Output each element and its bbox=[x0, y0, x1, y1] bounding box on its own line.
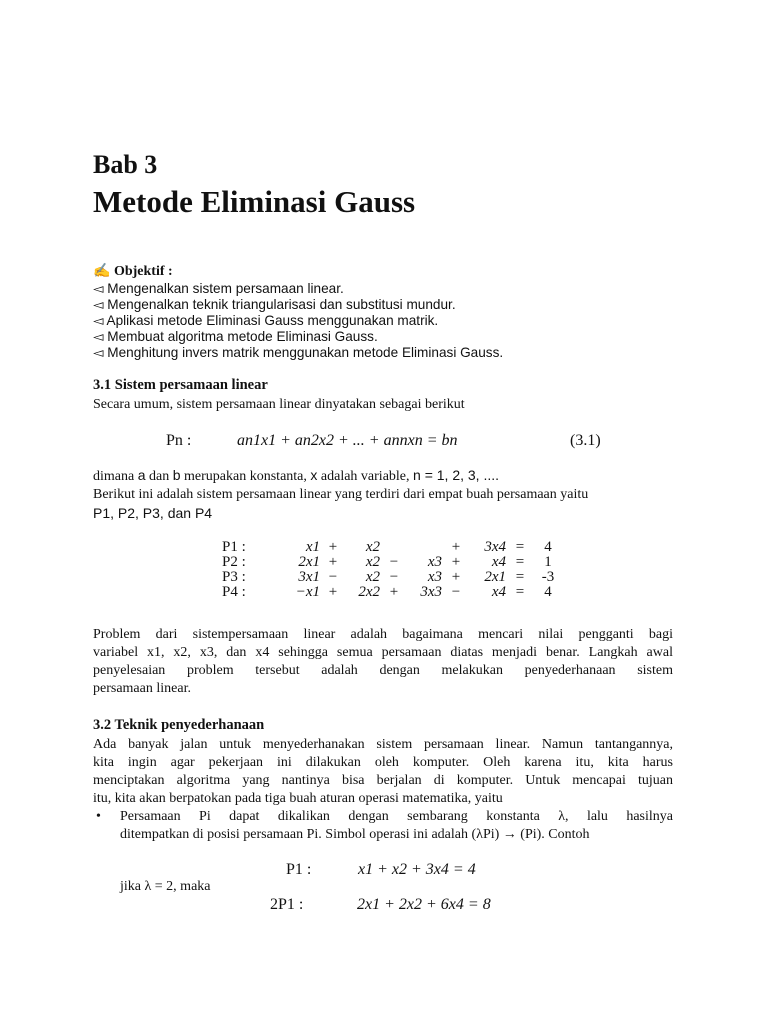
equation-term: 4 bbox=[544, 539, 552, 555]
example-condition: jika λ = 2, maka bbox=[120, 879, 211, 894]
equation-term bbox=[380, 540, 408, 555]
paragraph-line: penyelesaian problem tersebut adalah dengan melakukan penyederhanaan sistem bbox=[93, 663, 673, 678]
paragraph-line: Problem dari sistempersamaan linear adalah bagaimana mencari nilai pengganti bagi bbox=[93, 627, 673, 642]
equation-term bbox=[408, 540, 442, 555]
objectives-heading bbox=[93, 263, 173, 280]
triangle-bullet-icon: ◅ bbox=[93, 313, 104, 328]
equation-term: x2 bbox=[365, 569, 380, 585]
equation-label: P3 : bbox=[222, 569, 246, 585]
equation-label: P1 : bbox=[222, 539, 246, 555]
equation-row bbox=[222, 570, 562, 585]
equation-term: + bbox=[328, 539, 338, 555]
equation-term: x4 bbox=[491, 584, 506, 600]
equation-term: 2x1 bbox=[484, 569, 506, 585]
example-eq2-rhs: 2x1 + 2x2 + 6x4 = 8 bbox=[357, 896, 491, 913]
equation-term: + bbox=[451, 569, 461, 585]
objective-item: ◅ Aplikasi metode Eliminasi Gauss menggunakan matrik. bbox=[93, 313, 439, 328]
objective-item: ◅ Mengenalkan sistem persamaan linear. bbox=[93, 281, 344, 296]
objectives-heading-text: Objektif : bbox=[113, 264, 173, 279]
body-line: P1, P2, P3, dan P4 bbox=[93, 505, 213, 521]
equation-row bbox=[222, 540, 562, 555]
equation-term: + bbox=[328, 584, 338, 600]
paragraph-line: itu, kita akan berpatokan pada tiga buah aturan operasi matematika, yaitu bbox=[93, 791, 503, 806]
writing-hand-icon: ✍ bbox=[93, 264, 111, 279]
paragraph-line: Ada banyak jalan untuk menyederhanakan sistem persamaan linear. Namun tantangannya, bbox=[93, 737, 673, 752]
example-eq1-lhs: P1 : bbox=[286, 861, 312, 878]
equation-term: x3 bbox=[427, 569, 442, 585]
equation-term: = bbox=[515, 584, 525, 600]
equation-lhs: Pn : bbox=[166, 432, 192, 449]
equation-term: + bbox=[328, 554, 338, 570]
triangle-bullet-icon: ◅ bbox=[93, 281, 104, 296]
objective-item: ◅ Menghitung invers matrik menggunakan metode Eliminasi Gauss. bbox=[93, 345, 504, 360]
equation-term: + bbox=[451, 539, 461, 555]
paragraph-line: menciptakan algoritma yang nantinya bisa berjalan di komputer. Untuk mencapai tujuan bbox=[93, 773, 673, 788]
bullet-icon: • bbox=[96, 809, 101, 824]
equation-term: 2x1 bbox=[298, 554, 320, 570]
chapter-number: Bab 3 bbox=[93, 150, 158, 179]
section-intro: Secara umum, sistem persamaan linear dinyatakan sebagai berikut bbox=[93, 397, 465, 412]
equation-term: 3x1 bbox=[298, 569, 320, 585]
equation-label: P2 : bbox=[222, 554, 246, 570]
equation-label: P4 : bbox=[222, 584, 246, 600]
equation-term: = bbox=[515, 569, 525, 585]
triangle-bullet-icon: ◅ bbox=[93, 297, 104, 312]
equation-term: -3 bbox=[541, 569, 555, 585]
equation-term: 2x2 bbox=[358, 584, 380, 600]
equation-term: − bbox=[328, 569, 338, 585]
equation-number: (3.1) bbox=[570, 432, 601, 449]
equation-term: + bbox=[389, 584, 399, 600]
equation-row bbox=[222, 555, 562, 570]
equation-term: x1 bbox=[305, 539, 320, 555]
equation-term: − bbox=[389, 569, 399, 585]
equation-term: −x1 bbox=[295, 584, 320, 600]
equation-term: 1 bbox=[544, 554, 552, 570]
chapter-title: Metode Eliminasi Gauss bbox=[93, 184, 416, 219]
equation-term: 3x4 bbox=[484, 539, 506, 555]
example-eq1-rhs: x1 + x2 + 3x4 = 4 bbox=[358, 861, 476, 878]
equation-rhs: an1x1 + an2x2 + ... + annxn = bn bbox=[237, 432, 458, 449]
equation-term: = bbox=[515, 554, 525, 570]
paragraph-line: kita ingin agar pekerjaan ini dilakukan oleh komputer. Oleh karena itu, kita harus bbox=[93, 755, 673, 770]
equation-term: x2 bbox=[365, 554, 380, 570]
triangle-bullet-icon: ◅ bbox=[93, 345, 104, 360]
equation-term: + bbox=[451, 554, 461, 570]
equation-row bbox=[222, 585, 562, 600]
section-title: 3.2 Teknik penyederhanaan bbox=[93, 717, 265, 733]
example-eq2-lhs: 2P1 : bbox=[270, 896, 304, 913]
body-line: Berikut ini adalah sistem persamaan linear yang terdiri dari empat buah persamaan yaitu bbox=[93, 487, 589, 502]
equation-term: = bbox=[515, 539, 525, 555]
paragraph-line: persamaan linear. bbox=[93, 681, 191, 696]
objective-item: ◅ Membuat algoritma metode Eliminasi Gauss. bbox=[93, 329, 378, 344]
equation-term: x3 bbox=[427, 554, 442, 570]
equation-term: − bbox=[389, 554, 399, 570]
equation-term: 3x3 bbox=[420, 584, 442, 600]
equation-term: 4 bbox=[544, 584, 552, 600]
triangle-bullet-icon: ◅ bbox=[93, 329, 104, 344]
bullet-line: Persamaan Pi dapat dikalikan dengan sembarang konstanta λ, lalu hasilnya bbox=[120, 809, 673, 824]
paragraph-line: variabel x1, x2, x3, dan x4 sehingga semua persamaan diatas menjadi benar. Langkah awal bbox=[93, 645, 673, 660]
equation-term: x4 bbox=[491, 554, 506, 570]
section-title: 3.1 Sistem persamaan linear bbox=[93, 377, 268, 393]
objective-item: ◅ Mengenalkan teknik triangularisasi dan substitusi mundur. bbox=[93, 297, 456, 312]
equation-system bbox=[222, 540, 562, 600]
definition-line: dimana a dan b merupakan konstanta, x adalah variable, n = 1, 2, 3, .... bbox=[93, 467, 500, 484]
equation-term: x2 bbox=[365, 539, 380, 555]
equation-term: − bbox=[451, 584, 461, 600]
bullet-line: ditempatkan di posisi persamaan Pi. Simbol operasi ini adalah (λPi) → (Pi). Contoh bbox=[120, 827, 590, 842]
